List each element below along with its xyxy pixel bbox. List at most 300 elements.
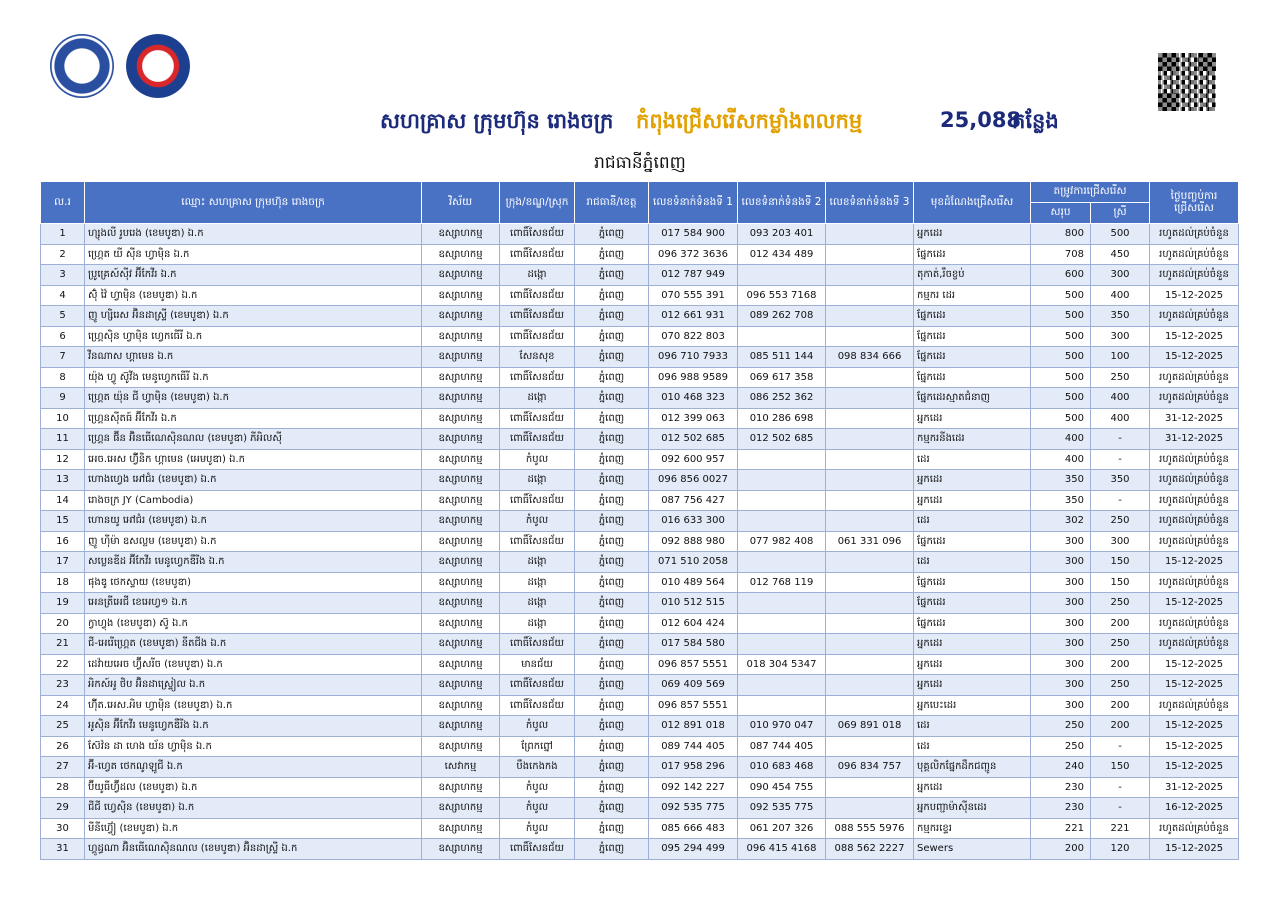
cell-total: 230: [1031, 777, 1091, 798]
cell-sector: ឧស្សាហកម្ម: [422, 654, 500, 675]
cell-district: ពោធិ៍សែនជ័យ: [500, 675, 575, 696]
header-sector: វិស័យ: [422, 182, 500, 224]
table-row: [41, 511, 1239, 532]
table-row: [41, 818, 1239, 839]
cell-phone1: 017 584 580: [649, 634, 738, 655]
cell-phone2: 077 982 408: [738, 531, 826, 552]
cell-no: 20: [41, 613, 85, 634]
cell-district: ពោធិ៍សែនជ័យ: [500, 634, 575, 655]
cell-name: ហោងហ្វេង អៅជំរ (ខេមបូឌា) ឯ.ក: [85, 470, 422, 491]
cell-phone2: [738, 511, 826, 532]
cell-no: 13: [41, 470, 85, 491]
cell-deadline: 15-12-2025: [1150, 285, 1239, 306]
cell-phone2: [738, 265, 826, 286]
cell-phone3: [826, 552, 914, 573]
cell-female: 120: [1091, 839, 1150, 860]
cell-name: ប៊ីយូធីហ្វ៊ីដល (ខេមបូឌា) ឯ.ក: [85, 777, 422, 798]
cell-phone3: [826, 265, 914, 286]
cell-position: ផ្នែកដេរ: [914, 347, 1031, 368]
cell-position: ផ្នែកដេរ: [914, 244, 1031, 265]
table-body: [41, 224, 1239, 860]
cell-deadline: 15-12-2025: [1150, 757, 1239, 778]
cell-position: Sewers: [914, 839, 1031, 860]
header-phone3: លេខទំនាក់ទំនងទី 3: [826, 182, 914, 224]
cell-district: ពោធិ៍សែនជ័យ: [500, 429, 575, 450]
cell-name: ហ្គូដ្ធណា អ៊ិនធើណេស៊ិនណល (ខេមបូឌា) អ៊ិនដាស្ទ្រី ឯ.ក: [85, 839, 422, 860]
cell-name: ហ្គ្រេត យី ស៊ីន ហ្វាម៉ិន ឯ.ក: [85, 244, 422, 265]
header-total: សរុប: [1031, 203, 1091, 224]
cell-sector: ឧស្សាហកម្ម: [422, 798, 500, 819]
cell-name: អិកស៍អូ ថិប អ៊ិនដាស្ទ្រៀល ឯ.ក: [85, 675, 422, 696]
cell-phone1: 017 584 900: [649, 224, 738, 245]
cell-no: 4: [41, 285, 85, 306]
table-row: [41, 306, 1239, 327]
cell-district: ដង្កោ: [500, 572, 575, 593]
cell-district: សែនសុខ: [500, 347, 575, 368]
cell-total: 500: [1031, 285, 1091, 306]
cell-phone3: [826, 306, 914, 327]
cell-no: 5: [41, 306, 85, 327]
cell-position: បុគ្គលិកផ្នែកដឹកជញ្ជូន: [914, 757, 1031, 778]
cell-name: ជីជី ហ្វេស៊ិន (ខេមបូឌា) ឯ.ក: [85, 798, 422, 819]
cell-position: ផ្នែកដេរស្មាតជំនាញ: [914, 388, 1031, 409]
cell-phone3: [826, 593, 914, 614]
cell-phone2: 069 617 358: [738, 367, 826, 388]
cell-district: កំបូល: [500, 449, 575, 470]
cell-total: 302: [1031, 511, 1091, 532]
cell-position: អ្នកបញ្ជាម៉ាស៊ីនដេរ: [914, 798, 1031, 819]
cell-female: 221: [1091, 818, 1150, 839]
cell-district: ដង្កោ: [500, 265, 575, 286]
cell-phone3: [826, 367, 914, 388]
cell-total: 300: [1031, 531, 1091, 552]
cell-position: កម្មករខ្ទេរ: [914, 818, 1031, 839]
cell-phone2: [738, 675, 826, 696]
cell-female: 200: [1091, 613, 1150, 634]
cell-deadline: រហូតដល់គ្រប់ចំនួន: [1150, 695, 1239, 716]
cell-name: រោងចក្រ JY (Cambodia): [85, 490, 422, 511]
cell-phone1: 096 988 9589: [649, 367, 738, 388]
cell-sector: សេវាកម្ម: [422, 757, 500, 778]
table-row: [41, 408, 1239, 429]
cell-deadline: រហូតដល់គ្រប់ចំនួន: [1150, 634, 1239, 655]
table-row: [41, 634, 1239, 655]
cell-province: ភ្នំពេញ: [575, 531, 649, 552]
cell-district: ពោធិ៍សែនជ័យ: [500, 306, 575, 327]
page-title: [0, 108, 1280, 142]
cell-district: ដង្កោ: [500, 470, 575, 491]
cell-position: អ្នកដេរ: [914, 490, 1031, 511]
cell-name: ស៊ុំ វ៉ៃ ហ្វាម៉ិន (ខេមបូឌា) ឯ.ក: [85, 285, 422, 306]
cell-phone2: [738, 593, 826, 614]
cell-province: ភ្នំពេញ: [575, 777, 649, 798]
cell-district: មានជ័យ: [500, 654, 575, 675]
cell-female: 100: [1091, 347, 1150, 368]
cell-total: 500: [1031, 347, 1091, 368]
cell-position: ផ្នែកដេរ: [914, 572, 1031, 593]
cell-position: អ្នកបេះដេរ: [914, 695, 1031, 716]
cell-phone1: 096 710 7933: [649, 347, 738, 368]
cell-province: ភ្នំពេញ: [575, 613, 649, 634]
cell-female: 350: [1091, 306, 1150, 327]
cell-district: កំបូល: [500, 511, 575, 532]
cell-total: 350: [1031, 470, 1091, 491]
cell-phone1: 092 600 957: [649, 449, 738, 470]
table-row: [41, 572, 1239, 593]
cell-female: 250: [1091, 511, 1150, 532]
table-row: [41, 798, 1239, 819]
cell-female: -: [1091, 449, 1150, 470]
cell-sector: ឧស្សាហកម្ម: [422, 613, 500, 634]
cell-phone3: [826, 408, 914, 429]
cell-name: ហ្គ្រេន ផ៊ីន អ៊ិនធើណេស៊ិនណល (ខេមបូឌា) ភីអិលស៊ី: [85, 429, 422, 450]
cell-phone3: [826, 654, 914, 675]
cell-sector: ឧស្សាហកម្ម: [422, 511, 500, 532]
cell-position: ដេរ: [914, 552, 1031, 573]
cell-name: ហ៊ុីត.អេស.អិម ហ្វាម៉ិន (ខេមបូឌា) ឯ.ក: [85, 695, 422, 716]
cell-phone1: 016 633 300: [649, 511, 738, 532]
cell-province: ភ្នំពេញ: [575, 285, 649, 306]
cell-phone3: 061 331 096: [826, 531, 914, 552]
cell-phone2: 096 553 7168: [738, 285, 826, 306]
cell-phone1: 010 512 515: [649, 593, 738, 614]
cell-province: ភ្នំពេញ: [575, 839, 649, 860]
cell-female: 350: [1091, 470, 1150, 491]
cell-province: ភ្នំពេញ: [575, 347, 649, 368]
cell-deadline: 15-12-2025: [1150, 347, 1239, 368]
cell-name: ដេវ៉ាយអេច ហ្វ៊ីសរីច (ខេមបូឌា) ឯ.ក: [85, 654, 422, 675]
cell-phone2: 090 454 755: [738, 777, 826, 798]
cell-phone3: 098 834 666: [826, 347, 914, 368]
jobs-table: [40, 181, 1239, 860]
cell-position: ដេរ: [914, 716, 1031, 737]
cell-position: ផ្នែកដេរ: [914, 326, 1031, 347]
cell-position: កម្មករ ដេរ: [914, 285, 1031, 306]
table-row: [41, 326, 1239, 347]
cell-sector: ឧស្សាហកម្ម: [422, 265, 500, 286]
cell-deadline: 15-12-2025: [1150, 716, 1239, 737]
header-province: រាជធានី/ខេត្ត: [575, 182, 649, 224]
cell-sector: ឧស្សាហកម្ម: [422, 244, 500, 265]
cell-phone2: 093 203 401: [738, 224, 826, 245]
cell-district: ដង្កោ: [500, 613, 575, 634]
cell-name: អេនត្រីអេជី ខេអេហ្វ១ ឯ.ក: [85, 593, 422, 614]
cell-deadline: រហូតដល់គ្រប់ចំនួន: [1150, 511, 1239, 532]
cell-position: ដេរ: [914, 736, 1031, 757]
cell-female: 200: [1091, 716, 1150, 737]
cell-sector: ឧស្សាហកម្ម: [422, 634, 500, 655]
cell-total: 500: [1031, 367, 1091, 388]
cell-phone1: 096 372 3636: [649, 244, 738, 265]
cell-no: 22: [41, 654, 85, 675]
cell-sector: ឧស្សាហកម្ម: [422, 818, 500, 839]
cell-name: ញូ ហ៊ីម៉ា ឧសល្លម (ខេមបូឌា) ឯ.ក: [85, 531, 422, 552]
cell-phone1: 012 661 931: [649, 306, 738, 327]
cell-no: 18: [41, 572, 85, 593]
cell-phone3: 096 834 757: [826, 757, 914, 778]
cell-phone3: [826, 490, 914, 511]
cell-female: 500: [1091, 224, 1150, 245]
cell-position: អ្នកដេរ: [914, 470, 1031, 491]
cell-no: 16: [41, 531, 85, 552]
cell-deadline: 15-12-2025: [1150, 839, 1239, 860]
cell-position: ផ្នែកដេរ: [914, 531, 1031, 552]
table-row: [41, 552, 1239, 573]
cell-total: 240: [1031, 757, 1091, 778]
cell-district: ពោធិ៍សែនជ័យ: [500, 490, 575, 511]
cell-province: ភ្នំពេញ: [575, 224, 649, 245]
cell-female: 150: [1091, 572, 1150, 593]
table-row: [41, 675, 1239, 696]
table-row: [41, 388, 1239, 409]
cell-province: ភ្នំពេញ: [575, 593, 649, 614]
cell-deadline: រហូតដល់គ្រប់ចំនួន: [1150, 265, 1239, 286]
cell-phone1: 092 888 980: [649, 531, 738, 552]
cell-total: 221: [1031, 818, 1091, 839]
cell-phone1: 092 142 227: [649, 777, 738, 798]
cell-province: ភ្នំពេញ: [575, 244, 649, 265]
cell-phone1: 070 822 803: [649, 326, 738, 347]
cell-sector: ឧស្សាហកម្ម: [422, 306, 500, 327]
cell-phone3: [826, 695, 914, 716]
cell-phone1: 096 856 0027: [649, 470, 738, 491]
cell-female: 150: [1091, 552, 1150, 573]
cell-total: 300: [1031, 675, 1091, 696]
cell-phone2: [738, 634, 826, 655]
table-row: [41, 224, 1239, 245]
cell-district: ពោធិ៍សែនជ័យ: [500, 285, 575, 306]
cell-position: ដេរ: [914, 449, 1031, 470]
table-row: [41, 613, 1239, 634]
cell-district: ព្រែកព្នៅ: [500, 736, 575, 757]
table-row: [41, 244, 1239, 265]
cell-phone1: 071 510 2058: [649, 552, 738, 573]
cell-phone2: [738, 552, 826, 573]
cell-female: -: [1091, 777, 1150, 798]
cell-phone3: [826, 777, 914, 798]
cell-district: ដង្កោ: [500, 552, 575, 573]
cell-phone2: 096 415 4168: [738, 839, 826, 860]
cell-district: ពោធិ៍សែនជ័យ: [500, 839, 575, 860]
qr-code-icon[interactable]: [1158, 53, 1216, 111]
cell-phone2: [738, 695, 826, 716]
cell-phone2: [738, 470, 826, 491]
cell-province: ភ្នំពេញ: [575, 634, 649, 655]
cell-phone3: 088 562 2227: [826, 839, 914, 860]
header-position: មុខដំណែងជ្រើសរើស: [914, 182, 1031, 224]
cell-total: 300: [1031, 593, 1091, 614]
cell-phone1: 089 744 405: [649, 736, 738, 757]
cell-phone1: 095 294 499: [649, 839, 738, 860]
cell-phone2: 092 535 775: [738, 798, 826, 819]
cell-position: ផ្នែកដេរ: [914, 367, 1031, 388]
cell-phone3: [826, 613, 914, 634]
cell-phone2: 012 768 119: [738, 572, 826, 593]
cell-phone3: [826, 388, 914, 409]
table-row: [41, 449, 1239, 470]
cell-sector: ឧស្សាហកម្ម: [422, 470, 500, 491]
cell-total: 300: [1031, 634, 1091, 655]
cell-name: ហ្គ្រេស៊ិន ហ្វាម៉ិន ហ្វេកធើរី ឯ.ក: [85, 326, 422, 347]
total-unit: កន្លែង: [1012, 109, 1059, 133]
cell-name: ហោនយូ អៅជំរ (ខេមបូឌា) ឯ.ក: [85, 511, 422, 532]
cell-district: ពោធិ៍សែនជ័យ: [500, 326, 575, 347]
cell-no: 2: [41, 244, 85, 265]
cell-position: អ្នកដេរ: [914, 408, 1031, 429]
cell-no: 11: [41, 429, 85, 450]
cell-deadline: រហូតដល់គ្រប់ចំនួន: [1150, 490, 1239, 511]
cell-no: 6: [41, 326, 85, 347]
cell-phone2: 085 511 144: [738, 347, 826, 368]
cell-deadline: រហូតដល់គ្រប់ចំនួន: [1150, 470, 1239, 491]
table-row: [41, 367, 1239, 388]
cell-phone1: 096 857 5551: [649, 695, 738, 716]
cell-deadline: រហូតដល់គ្រប់ចំនួន: [1150, 572, 1239, 593]
cell-no: 25: [41, 716, 85, 737]
cell-deadline: 31-12-2025: [1150, 408, 1239, 429]
cell-no: 15: [41, 511, 85, 532]
cell-phone1: 092 535 775: [649, 798, 738, 819]
cell-province: ភ្នំពេញ: [575, 490, 649, 511]
cell-position: អ្នកដេរ: [914, 224, 1031, 245]
header-phone2: លេខទំនាក់ទំនងទី 2: [738, 182, 826, 224]
table-row: [41, 654, 1239, 675]
cell-position: អ្នកដេរ: [914, 675, 1031, 696]
cell-total: 200: [1031, 839, 1091, 860]
cell-name: អេច.អេស ហ៊្វីនិក ហ្គាមេន (អេមបូឌា) ឯ.ក: [85, 449, 422, 470]
cell-phone3: 069 891 018: [826, 716, 914, 737]
cell-female: 250: [1091, 593, 1150, 614]
cell-no: 9: [41, 388, 85, 409]
cell-total: 250: [1031, 716, 1091, 737]
cell-province: ភ្នំពេញ: [575, 716, 649, 737]
cell-province: ភ្នំពេញ: [575, 306, 649, 327]
cell-name: ហ្គ្រេនស៊ីតធ៍ អ៊ីកែវីរ ឯ.ក: [85, 408, 422, 429]
cell-deadline: រហូតដល់គ្រប់ចំនួន: [1150, 367, 1239, 388]
cell-phone1: 012 399 063: [649, 408, 738, 429]
cell-no: 7: [41, 347, 85, 368]
cell-phone3: 088 555 5976: [826, 818, 914, 839]
cell-position: អ្នកដេរ: [914, 654, 1031, 675]
cell-total: 230: [1031, 798, 1091, 819]
cell-sector: ឧស្សាហកម្ម: [422, 224, 500, 245]
cell-district: ពោធិ៍សែនជ័យ: [500, 531, 575, 552]
table-row: [41, 429, 1239, 450]
cell-phone3: [826, 511, 914, 532]
cell-phone3: [826, 736, 914, 757]
cell-phone2: 061 207 326: [738, 818, 826, 839]
cell-female: -: [1091, 490, 1150, 511]
cell-phone3: [826, 244, 914, 265]
cell-female: -: [1091, 429, 1150, 450]
cell-total: 300: [1031, 552, 1091, 573]
cell-sector: ឧស្សាហកម្ម: [422, 367, 500, 388]
total-count: 25,088: [940, 108, 1022, 132]
cell-deadline: 15-12-2025: [1150, 326, 1239, 347]
cell-position: ផ្នែកដេរ: [914, 613, 1031, 634]
cell-sector: ឧស្សាហកម្ម: [422, 736, 500, 757]
cell-total: 600: [1031, 265, 1091, 286]
cell-no: 28: [41, 777, 85, 798]
cell-deadline: រហូតដល់គ្រប់ចំនួន: [1150, 388, 1239, 409]
cell-province: ភ្នំពេញ: [575, 367, 649, 388]
cell-province: ភ្នំពេញ: [575, 695, 649, 716]
cell-district: កំបូល: [500, 716, 575, 737]
cell-deadline: រហូតដល់គ្រប់ចំនួន: [1150, 244, 1239, 265]
cell-female: 250: [1091, 367, 1150, 388]
cell-total: 300: [1031, 695, 1091, 716]
cell-phone1: 012 891 018: [649, 716, 738, 737]
cell-no: 17: [41, 552, 85, 573]
cell-province: ភ្នំពេញ: [575, 654, 649, 675]
cell-sector: ឧស្សាហកម្ម: [422, 326, 500, 347]
cell-phone1: 010 468 323: [649, 388, 738, 409]
cell-position: អ្នកដេរ: [914, 777, 1031, 798]
cell-phone2: [738, 490, 826, 511]
cell-district: ពោធិ៍សែនជ័យ: [500, 367, 575, 388]
table-row: [41, 490, 1239, 511]
header-district: ក្រុង/ខណ្ឌ/ស្រុក: [500, 182, 575, 224]
cell-female: 400: [1091, 408, 1150, 429]
header-female: ស្រី: [1091, 203, 1150, 224]
cell-province: ភ្នំពេញ: [575, 470, 649, 491]
cell-female: 150: [1091, 757, 1150, 778]
cell-female: 250: [1091, 634, 1150, 655]
cell-phone1: 087 756 427: [649, 490, 738, 511]
cell-district: កំបូល: [500, 818, 575, 839]
cell-province: ភ្នំពេញ: [575, 408, 649, 429]
header-phone1: លេខទំនាក់ទំនងទី 1: [649, 182, 738, 224]
table-row: [41, 531, 1239, 552]
cell-deadline: រហូតដល់គ្រប់ចំនួន: [1150, 224, 1239, 245]
cell-phone3: [826, 675, 914, 696]
cell-name: វីនណាស ហ្គាមេន ឯ.ក: [85, 347, 422, 368]
cell-district: ដង្កោ: [500, 593, 575, 614]
cell-sector: ឧស្សាហកម្ម: [422, 839, 500, 860]
cell-deadline: 31-12-2025: [1150, 429, 1239, 450]
cell-phone2: 087 744 405: [738, 736, 826, 757]
cell-total: 300: [1031, 654, 1091, 675]
cell-no: 3: [41, 265, 85, 286]
cell-total: 500: [1031, 388, 1091, 409]
cell-sector: ឧស្សាហកម្ម: [422, 593, 500, 614]
table-row: [41, 736, 1239, 757]
cell-position: ដេរ: [914, 511, 1031, 532]
cell-deadline: 15-12-2025: [1150, 675, 1239, 696]
cell-name: ជី-អេរើហ្គ្រេត (ខេមបូឌា) នីតជីង ឯ.ក: [85, 634, 422, 655]
header-name: ឈ្មោះ សហគ្រាស ក្រុមហ៊ុន រោងចក្រ: [85, 182, 422, 224]
table-row: [41, 265, 1239, 286]
cell-name: ស៊ែវ៉ន ដា ហេង យ័ន ហ្វាម៉ិន ឯ.ក: [85, 736, 422, 757]
cell-name: ក្វាហ្វុង (ខេមបូឌា) ស៊ូ ឯ.ក: [85, 613, 422, 634]
cell-total: 800: [1031, 224, 1091, 245]
cell-total: 708: [1031, 244, 1091, 265]
cell-no: 23: [41, 675, 85, 696]
cell-phone3: [826, 470, 914, 491]
cell-province: ភ្នំពេញ: [575, 265, 649, 286]
cell-deadline: 31-12-2025: [1150, 777, 1239, 798]
cell-phone1: 096 857 5551: [649, 654, 738, 675]
cell-phone3: [826, 634, 914, 655]
cell-district: ដង្កោ: [500, 388, 575, 409]
cell-female: 300: [1091, 531, 1150, 552]
title-part1: សហគ្រាស ក្រុមហ៊ុន រោងចក្រ: [380, 109, 614, 133]
cell-female: 200: [1091, 695, 1150, 716]
cell-female: 450: [1091, 244, 1150, 265]
cell-name: សប្លេនឌីដ អ៊ីកែវីរ មេនូហ្វេកឌឺរីង ឯ.ក: [85, 552, 422, 573]
cell-no: 10: [41, 408, 85, 429]
cell-phone2: 010 970 047: [738, 716, 826, 737]
